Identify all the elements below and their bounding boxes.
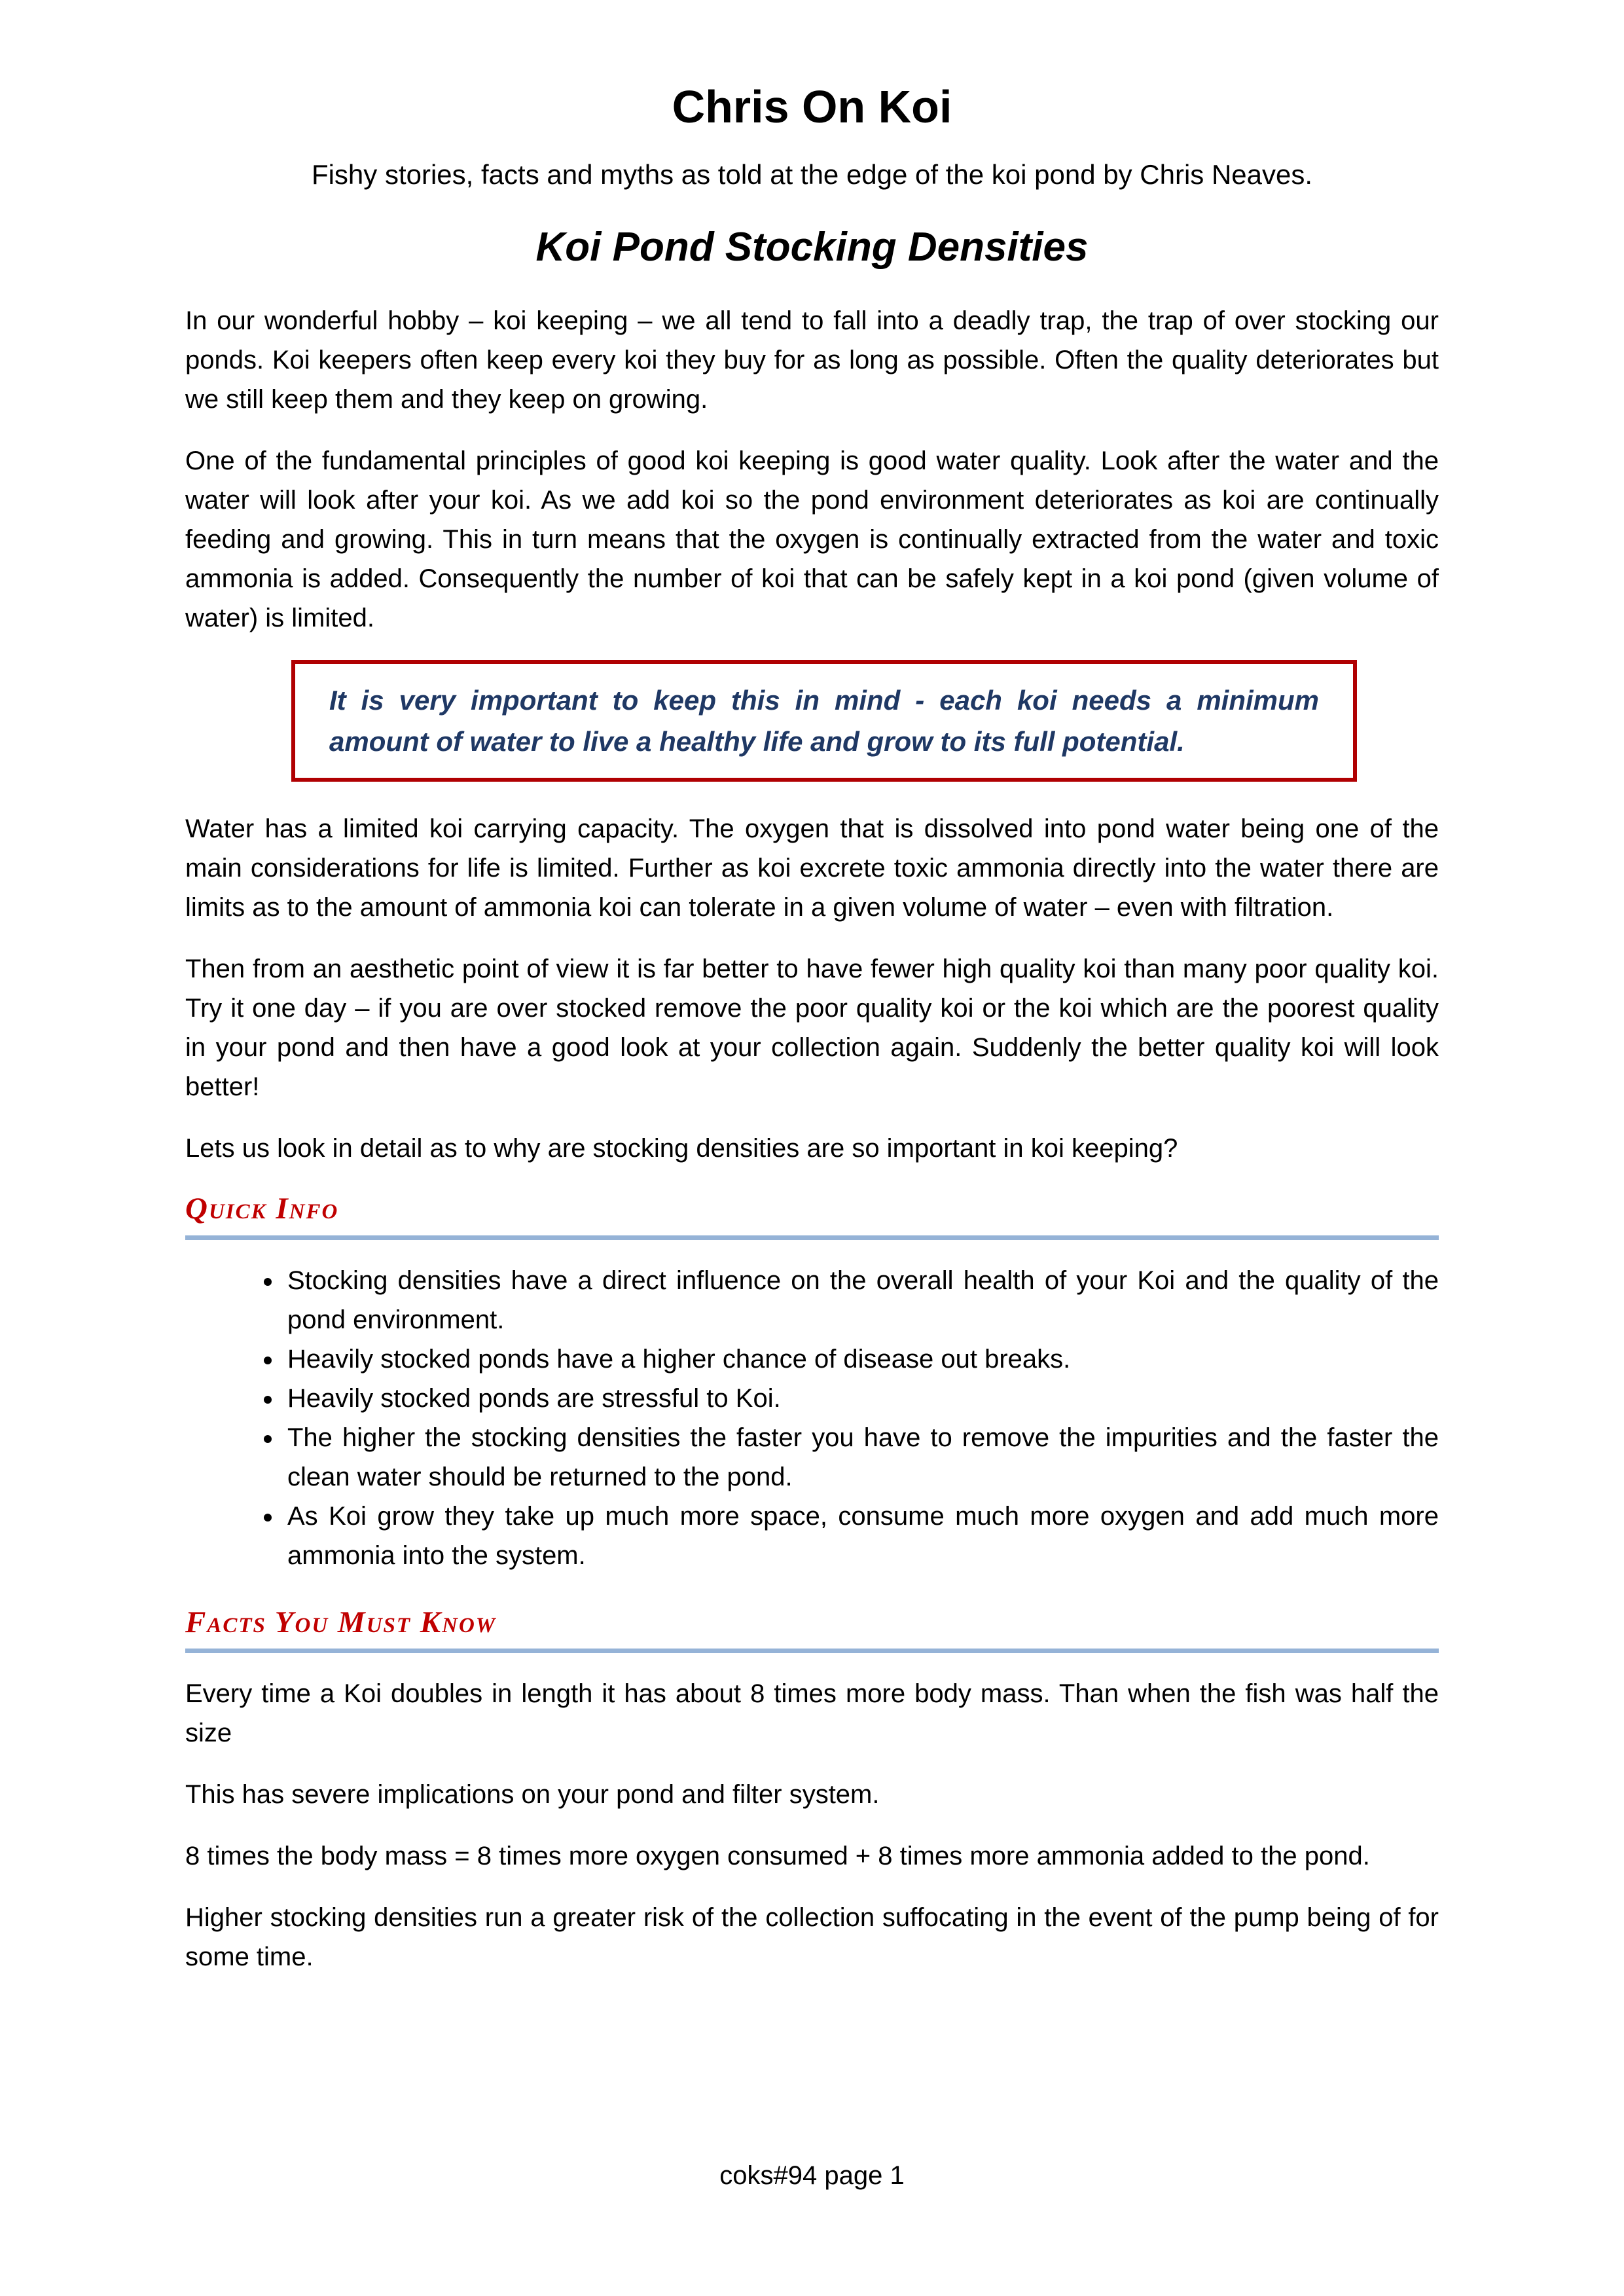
callout-box [291, 660, 1357, 782]
section-heading-quick-info: Quick Info [185, 1190, 1439, 1239]
article-title: Koi Pond Stocking Densities [535, 224, 1089, 270]
section-heading-facts: Facts You Must Know [185, 1604, 1439, 1653]
list-item: • Stocking densities have a direct influence on the overall health of your Koi and the quality of the pond environment. [283, 1261, 1439, 1339]
list-item: • Heavily stocked ponds have a higher chance of disease out breaks. [283, 1339, 1439, 1379]
facts-paragraph-3: 8 times the body mass = 8 times more oxygen consumed + 8 times more ammonia added to the pond. [185, 1842, 1370, 1871]
body-paragraph-2: Then from an aesthetic point of view it is far better to have fewer high quality koi than many poor quality koi. Try it one day – if you are over stocked remove the poor quality koi or the koi which are the poorest quality in your pond and then have a good look at your collection again. Suddenly the better quality koi will look better! [185, 955, 1439, 1102]
page-subtitle: Fishy stories, facts and myths as told at the edge of the koi pond by Chris Neaves. [311, 159, 1313, 190]
list-item: • Heavily stocked ponds are stressful to Koi. [283, 1379, 1439, 1418]
list-item: • The higher the stocking densities the faster you have to remove the impurities and the faster the clean water should be returned to the pond. [283, 1418, 1439, 1497]
page-footer: coks#94 page 1 [719, 2161, 905, 2190]
list-item: • As Koi grow they take up much more space, consume much more oxygen and add much more ammonia into the system. [283, 1497, 1439, 1575]
body-paragraph-3: Lets us look in detail as to why are stocking densities are so important in koi keeping? [185, 1134, 1178, 1163]
intro-paragraph-2: One of the fundamental principles of good koi keeping is good water quality. Look after the water and the water will look after your koi. As we add koi so the pond environment deteriorates as koi are continually feeding and growing. This in turn means that the oxygen is continually extracted from the water and toxic ammonia is added. Consequently the number of koi that can be safely kept in a koi pond (given volume of water) is limited. [185, 446, 1439, 633]
facts-paragraph-1: Every time a Koi doubles in length it has about 8 times more body mass. Than when the fish was half the size [185, 1679, 1439, 1748]
callout-text: It is very important to keep this in mind - each koi needs a minimum amount of water to live a healthy life and grow to its full potential. [329, 685, 1319, 757]
facts-paragraph-4: Higher stocking densities run a greater risk of the collection suffocating in the event of the pump being of for some time. [185, 1903, 1439, 1972]
facts-paragraph-2: This has severe implications on your pond and filter system. [185, 1780, 880, 1810]
quick-info-bullet-list [185, 1261, 1439, 1575]
intro-paragraph-1: In our wonderful hobby – koi keeping – we all tend to fall into a deadly trap, the trap of over stocking our ponds. Koi keepers often keep every koi they buy for as long as possible. Often the quality deteriorates but we still keep them and they keep on growing. [185, 306, 1439, 414]
body-paragraph-1: Water has a limited koi carrying capacity. The oxygen that is dissolved into pond water being one of the main considerations for life is limited. Further as koi excrete toxic ammonia directly into the water there are limits as to the amount of ammonia koi can tolerate in a given volume of water – even with filtration. [185, 814, 1439, 922]
page-title: Chris On Koi [672, 81, 952, 132]
